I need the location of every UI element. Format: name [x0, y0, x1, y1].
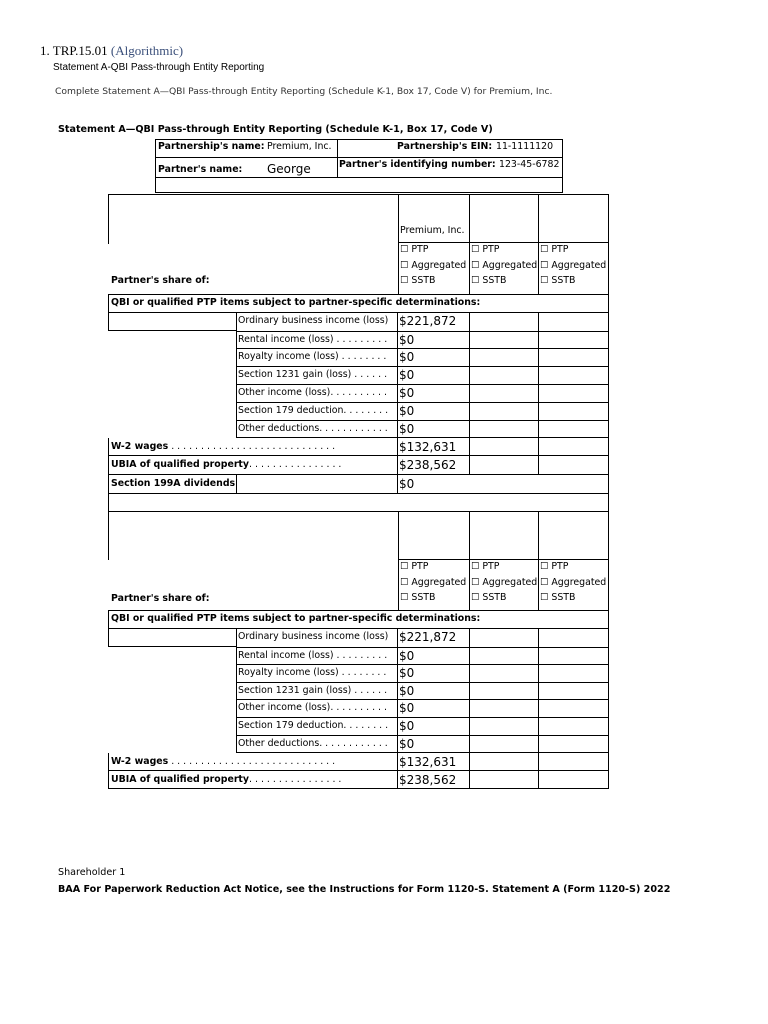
s1-ubia-label — [111, 460, 341, 469]
s2-c1-aggregated-checkbox[interactable] — [400, 578, 466, 587]
s1-sec199a-divider — [236, 475, 237, 494]
s2-bottom-divider-2 — [469, 753, 470, 789]
s1-rowline — [236, 348, 609, 349]
row-dots: . . . . . . . . . — [336, 650, 388, 661]
checkbox-icon: ☐ — [400, 244, 409, 255]
checkbox-icon: ☐ — [400, 260, 409, 271]
s2-rowline — [236, 717, 609, 718]
s1-spacer-row — [108, 494, 609, 512]
s1-row-royalty-label — [238, 352, 386, 361]
s1-rowline — [236, 420, 609, 421]
s1-row-sec1231-label — [238, 370, 387, 379]
row-label: Section 179 deduction. — [238, 720, 347, 731]
s2-row-royalty-label — [238, 668, 386, 677]
row-dots: . . . . . . — [354, 685, 388, 696]
row-dots: . . . . . . . — [349, 720, 389, 731]
question-id: 1. TRP.15.01 — [40, 43, 108, 58]
ein-label: Partnership's EIN: — [397, 141, 493, 152]
row-dots: . . . . . . . . . . . — [325, 423, 388, 434]
partnership-name-label: Partnership's name: — [158, 141, 265, 152]
checkbox-icon: ☐ — [540, 561, 549, 572]
s2-bottom-divider-1 — [397, 753, 398, 789]
row-label: Other deductions. — [238, 738, 323, 749]
ubia-dots: . . . . . . . . . . . . . . . . — [249, 459, 342, 470]
sstb-label: SSTB — [411, 275, 436, 286]
s1-row-ordinary-label — [238, 316, 388, 325]
question-subtitle: Statement A-QBI Pass-through Entity Reporting — [53, 62, 265, 73]
row-label: Other deductions. — [238, 423, 323, 434]
checkbox-icon: ☐ — [471, 244, 480, 255]
s1-checkbox-line — [398, 242, 609, 243]
s2-rowline — [236, 735, 609, 736]
s2-ubia-label — [111, 775, 341, 784]
question-number — [40, 43, 183, 59]
s1-w2-label — [111, 442, 335, 451]
s1-sec199a-label: Section 199A dividends — [111, 478, 236, 489]
row-dots: . . . . . . . . . — [336, 702, 387, 713]
row-label: Section 1231 gain (loss) — [238, 685, 352, 696]
s2-w2-value[interactable]: $132,631 — [399, 755, 457, 769]
s2-partners-share-label: Partner's share of: — [111, 593, 210, 604]
checkbox-icon: ☐ — [540, 244, 549, 255]
s2-col-divider-3 — [538, 512, 539, 610]
s2-stub-bottom — [108, 646, 236, 647]
sstb-label: SSTB — [551, 275, 576, 286]
s1-col-divider-2 — [469, 194, 470, 294]
s2-c1-ptp-checkbox[interactable] — [400, 562, 428, 571]
s1-left-edge-top — [108, 194, 109, 244]
s2-row-other-income-label — [238, 703, 387, 712]
s1-c1-aggregated-checkbox[interactable] — [400, 261, 466, 270]
ubia-label-text: UBIA of qualified property — [111, 459, 250, 470]
checkbox-icon: ☐ — [471, 260, 480, 271]
s2-row-ordinary-label — [238, 632, 388, 641]
row-label: Other income (loss). — [238, 702, 334, 713]
aggregated-label: Aggregated — [551, 577, 607, 588]
s2-c3-ptp-checkbox[interactable] — [540, 562, 568, 571]
s1-other-income-value[interactable]: $0 — [399, 386, 415, 400]
s2-c2-ptp-checkbox[interactable] — [471, 562, 499, 571]
checkbox-icon: ☐ — [400, 577, 409, 588]
s2-ubia-value[interactable]: $238,562 — [399, 773, 457, 787]
s1-c2-ptp-checkbox[interactable] — [471, 245, 499, 254]
s1-sec1231-value[interactable]: $0 — [399, 368, 415, 382]
s1-col-divider-3 — [538, 194, 539, 294]
aggregated-label: Aggregated — [482, 260, 538, 271]
s1-sec199a-value[interactable]: $0 — [399, 477, 415, 491]
row-label: Royalty income (loss) — [238, 351, 339, 362]
s2-rowline — [236, 664, 609, 665]
row-label: Other income (loss). — [238, 387, 334, 398]
partner-name: George — [267, 162, 311, 176]
s1-ubia-value[interactable]: $238,562 — [399, 458, 457, 472]
s1-royalty-value[interactable]: $0 — [399, 350, 415, 364]
s2-rental-value[interactable]: $0 — [399, 649, 415, 663]
s1-c1-ptp-checkbox[interactable] — [400, 245, 428, 254]
checkbox-icon: ☐ — [471, 577, 480, 588]
s2-c3-aggregated-checkbox[interactable] — [540, 578, 606, 587]
checkbox-icon: ☐ — [540, 577, 549, 588]
s2-c3-sstb-checkbox[interactable] — [540, 593, 575, 602]
s1-bottom-divider-3 — [538, 438, 539, 475]
s2-royalty-value[interactable]: $0 — [399, 666, 415, 680]
s1-entity-name: Premium, Inc. — [400, 225, 465, 236]
s1-row-rental-label — [238, 335, 387, 344]
ptp-label: PTP — [482, 244, 500, 255]
checkbox-icon: ☐ — [540, 260, 549, 271]
s2-bottom-divider-3 — [538, 753, 539, 789]
row-dots: . . . . . . . . — [341, 351, 387, 362]
ptp-label: PTP — [411, 561, 429, 572]
s2-checkbox-line — [398, 559, 609, 560]
partner-id-value: 123-45-6782 — [499, 159, 560, 170]
s2-qbi-heading: QBI or qualified PTP items subject to partner-specific determinations: — [111, 613, 481, 624]
row-label: Section 179 deduction. — [238, 405, 347, 416]
ein-value: 11-1111120 — [496, 141, 554, 152]
s1-rowline — [236, 331, 609, 332]
checkbox-icon: ☐ — [471, 561, 480, 572]
s1-bottom-divider-2 — [469, 438, 470, 475]
row-dots: . . . . . . . . . — [336, 387, 387, 398]
ptp-label: PTP — [551, 244, 569, 255]
row-dots: . . . . . . . . — [341, 667, 387, 678]
s2-row-other-deductions-label — [238, 739, 388, 748]
partnership-name: Premium, Inc. — [267, 141, 332, 152]
sstb-label: SSTB — [482, 275, 507, 286]
s1-row-other-income-label — [238, 388, 387, 397]
s1-stub-bottom — [108, 330, 236, 331]
s1-c3-ptp-checkbox[interactable] — [540, 245, 568, 254]
row-dots: . . . . . . . . . — [336, 334, 388, 345]
ptp-label: PTP — [551, 561, 569, 572]
s1-qbi-heading: QBI or qualified PTP items subject to partner-specific determinations: — [111, 297, 481, 308]
checkbox-icon: ☐ — [540, 592, 549, 603]
s2-c1-sstb-checkbox[interactable] — [400, 593, 435, 602]
checkbox-icon: ☐ — [471, 592, 480, 603]
shareholder-label: Shareholder 1 — [58, 867, 126, 878]
statement-title: Statement A—QBI Pass-through Entity Reporting (Schedule K-1, Box 17, Code V) — [58, 124, 493, 135]
info-row-3 — [155, 176, 563, 193]
s1-row-other-deductions-label — [238, 424, 388, 433]
s1-bottom-divider-1 — [397, 438, 398, 494]
row-label: Section 1231 gain (loss) — [238, 369, 352, 380]
s2-sec179-value[interactable]: $0 — [399, 719, 415, 733]
s1-rowline — [236, 384, 609, 385]
row-dots: . . . . . . — [354, 369, 388, 380]
s1-col-divider-1 — [398, 194, 399, 294]
s2-sec1231-value[interactable]: $0 — [399, 684, 415, 698]
partner-name-label: Partner's name: — [158, 164, 243, 175]
row-dots: . . . . . . . . . . . — [325, 738, 388, 749]
s2-left-edge-top — [108, 512, 109, 560]
s2-w2-label — [111, 757, 335, 766]
s2-row-sec1231-label — [238, 686, 387, 695]
s1-rowline — [236, 402, 609, 403]
s1-row-sec179-label — [238, 406, 388, 415]
row-dots: . . . . . . . — [349, 405, 389, 416]
aggregated-label: Aggregated — [482, 577, 538, 588]
s1-partners-share-label: Partner's share of: — [111, 275, 210, 286]
w2-dots: . . . . . . . . . . . . . . . . . . . . . . . . . . . . — [171, 441, 336, 452]
checkbox-icon: ☐ — [400, 275, 409, 286]
s2-rowline — [236, 647, 609, 648]
s1-left-stub — [108, 313, 109, 330]
ubia-dots: . . . . . . . . . . . . . . . . — [249, 774, 342, 785]
sstb-label: SSTB — [551, 592, 576, 603]
ptp-label: PTP — [411, 244, 429, 255]
s2-col-divider-1 — [398, 512, 399, 610]
partner-id-label: Partner's identifying number: — [339, 159, 496, 170]
s1-rental-value[interactable]: $0 — [399, 333, 415, 347]
s1-ordinary-value[interactable]: $221,872 — [399, 314, 457, 328]
s1-c3-aggregated-checkbox[interactable] — [540, 261, 606, 270]
s1-c1-sstb-checkbox[interactable] — [400, 276, 435, 285]
s1-c2-sstb-checkbox[interactable] — [471, 276, 506, 285]
s1-other-deductions-value[interactable]: $0 — [399, 422, 415, 436]
aggregated-label: Aggregated — [411, 260, 467, 271]
s2-ordinary-value[interactable]: $221,872 — [399, 630, 457, 644]
row-label: Ordinary business income (loss) — [238, 315, 389, 326]
s2-row-rental-label — [238, 651, 387, 660]
instruction-text: Complete Statement A—QBI Pass-through Entity Reporting (Schedule K-1, Box 17, Code V) for Premium, Inc. — [55, 86, 553, 97]
sstb-label: SSTB — [482, 592, 507, 603]
s1-rowline — [236, 366, 609, 367]
row-label: Royalty income (loss) — [238, 667, 339, 678]
s1-sec179-value[interactable]: $0 — [399, 404, 415, 418]
aggregated-label: Aggregated — [411, 577, 467, 588]
s1-c3-sstb-checkbox[interactable] — [540, 276, 575, 285]
s2-c2-sstb-checkbox[interactable] — [471, 593, 506, 602]
w2-label-text: W-2 wages — [111, 441, 169, 452]
w2-label-text: W-2 wages — [111, 756, 169, 767]
checkbox-icon: ☐ — [400, 592, 409, 603]
question-tag: (Algorithmic) — [110, 43, 184, 58]
s1-c2-aggregated-checkbox[interactable] — [471, 261, 537, 270]
s2-rowline — [236, 699, 609, 700]
s1-w2-value[interactable]: $132,631 — [399, 440, 457, 454]
s2-row-sec179-label — [238, 721, 388, 730]
s2-c2-aggregated-checkbox[interactable] — [471, 578, 537, 587]
s2-col-divider-2 — [469, 512, 470, 610]
w2-dots: . . . . . . . . . . . . . . . . . . . . . . . . . . . . — [171, 756, 336, 767]
row-label: Rental income (loss) — [238, 334, 334, 345]
row-label: Ordinary business income (loss) — [238, 631, 389, 642]
row-label: Rental income (loss) — [238, 650, 334, 661]
s2-other-deductions-value[interactable]: $0 — [399, 737, 415, 751]
s2-other-income-value[interactable]: $0 — [399, 701, 415, 715]
aggregated-label: Aggregated — [551, 260, 607, 271]
checkbox-icon: ☐ — [471, 275, 480, 286]
ubia-label-text: UBIA of qualified property — [111, 774, 250, 785]
s2-rowline — [236, 682, 609, 683]
baa-notice: BAA For Paperwork Reduction Act Notice, see the Instructions for Form 1120-S. Statement A (Form 1120-S) 2022 — [58, 884, 671, 895]
ptp-label: PTP — [482, 561, 500, 572]
checkbox-icon: ☐ — [540, 275, 549, 286]
checkbox-icon: ☐ — [400, 561, 409, 572]
sstb-label: SSTB — [411, 592, 436, 603]
s2-left-stub — [108, 629, 109, 646]
